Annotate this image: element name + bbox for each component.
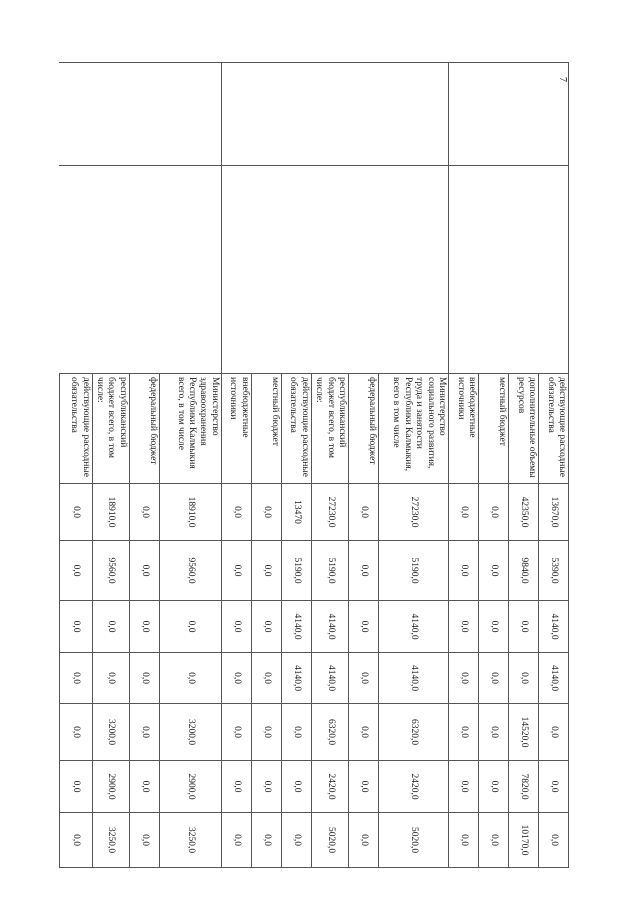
number-cell (479, 63, 509, 166)
value-cell: 7820,0 (509, 761, 539, 813)
value-cell: 0,0 (449, 761, 479, 813)
value-cell: 4140,0 (281, 601, 311, 653)
value-cell: 13670,0 (539, 484, 569, 541)
number-cell (159, 63, 221, 166)
table-row (479, 63, 509, 868)
value-cell: 0,0 (59, 653, 92, 704)
value-cell: 4140,0 (379, 601, 449, 653)
activity-cell (479, 166, 509, 374)
value-cell: 0,0 (449, 541, 479, 601)
value-cell: 0,0 (509, 601, 539, 653)
value-cell: 0,0 (129, 761, 159, 813)
table-row (349, 63, 379, 868)
number-cell (449, 63, 479, 166)
value-cell: 3250,0 (92, 813, 129, 868)
value-cell: 0,0 (281, 761, 311, 813)
activity-cell (449, 166, 479, 374)
value-cell: 0,0 (59, 601, 92, 653)
value-cell: 4140,0 (379, 653, 449, 704)
table-row (311, 63, 348, 868)
value-cell: 0,0 (159, 653, 221, 704)
value-cell: 27230,0 (379, 484, 449, 541)
value-cell: 0,0 (479, 601, 509, 653)
value-cell: 0,0 (59, 761, 92, 813)
number-cell (509, 63, 539, 166)
source-label: местный бюджет (251, 374, 281, 484)
value-cell: 0,0 (221, 704, 251, 761)
value-cell: 0,0 (539, 704, 569, 761)
value-cell: 10170,0 (509, 813, 539, 868)
source-label: республиканский бюджет всего, в том числе: (92, 374, 129, 484)
table-row (379, 63, 449, 868)
table-row (281, 63, 311, 868)
activity-cell (349, 166, 379, 374)
value-cell: 0,0 (349, 761, 379, 813)
table-row (129, 63, 159, 868)
value-cell: 0,0 (349, 541, 379, 601)
activity-cell (509, 166, 539, 374)
value-cell: 18910,0 (92, 484, 129, 541)
value-cell: 0,0 (349, 813, 379, 868)
value-cell: 0,0 (349, 601, 379, 653)
value-cell: 3200,0 (159, 704, 221, 761)
activity-cell (92, 166, 129, 374)
value-cell: 0,0 (449, 484, 479, 541)
value-cell: 0,0 (129, 601, 159, 653)
value-cell: 0,0 (281, 813, 311, 868)
value-cell: 0,0 (221, 601, 251, 653)
value-cell: 5190,0 (379, 541, 449, 601)
source-label: федеральный бюджет (129, 374, 159, 484)
number-cell (59, 63, 92, 166)
value-cell: 18910,0 (159, 484, 221, 541)
table-row (221, 63, 251, 868)
value-cell: 0,0 (449, 601, 479, 653)
value-cell: 3200,0 (92, 704, 129, 761)
value-cell: 0,0 (449, 813, 479, 868)
source-label: федеральный бюджет (349, 374, 379, 484)
table-row (92, 63, 129, 868)
number-cell (251, 63, 281, 166)
value-cell: 0,0 (129, 813, 159, 868)
value-cell: 42350,0 (509, 484, 539, 541)
number-cell (379, 63, 449, 166)
value-cell: 0,0 (349, 484, 379, 541)
value-cell: 0,0 (221, 761, 251, 813)
source-label: действующие расходные обязательства (539, 374, 569, 484)
number-cell (129, 63, 159, 166)
value-cell: 13470 (281, 484, 311, 541)
value-cell: 0,0 (129, 653, 159, 704)
activity-cell (281, 166, 311, 374)
value-cell: 0,0 (349, 704, 379, 761)
value-cell: 0,0 (539, 761, 569, 813)
value-cell: 0,0 (479, 484, 509, 541)
value-cell: 0,0 (59, 484, 92, 541)
source-label: Министерство здравоохранения Республики Калмыкия всего, в том числе (159, 374, 221, 484)
value-cell: 0,0 (449, 704, 479, 761)
value-cell: 0,0 (251, 704, 281, 761)
activity-cell (59, 166, 92, 374)
value-cell: 3250,0 (159, 813, 221, 868)
number-cell (311, 63, 348, 166)
value-cell: 0,0 (251, 813, 281, 868)
value-cell: 27230,0 (311, 484, 348, 541)
value-cell: 2420,0 (379, 761, 449, 813)
value-cell: 5190,0 (311, 541, 348, 601)
table-row (251, 63, 281, 868)
activity-cell (251, 166, 281, 374)
value-cell: 0,0 (159, 601, 221, 653)
value-cell: 6320,0 (379, 704, 449, 761)
value-cell: 9560,0 (159, 541, 221, 601)
value-cell: 4140,0 (281, 653, 311, 704)
table-row (539, 63, 569, 868)
value-cell: 4140,0 (311, 601, 348, 653)
value-cell: 0,0 (281, 704, 311, 761)
value-cell: 0,0 (449, 653, 479, 704)
value-cell: 6320,0 (311, 704, 348, 761)
value-cell: 0,0 (129, 541, 159, 601)
value-cell: 9840,0 (509, 541, 539, 601)
value-cell: 2900,0 (92, 761, 129, 813)
activity-cell (129, 166, 159, 374)
number-cell (92, 63, 129, 166)
table-row (449, 63, 479, 868)
value-cell: 5190,0 (281, 541, 311, 601)
value-cell: 4140,0 (539, 601, 569, 653)
value-cell: 0,0 (479, 761, 509, 813)
value-cell: 0,0 (59, 704, 92, 761)
value-cell: 0,0 (479, 653, 509, 704)
value-cell: 0,0 (92, 601, 129, 653)
value-cell: 0,0 (129, 484, 159, 541)
value-cell: 4140,0 (311, 653, 348, 704)
table-row (509, 63, 539, 868)
activity-cell (159, 166, 221, 374)
activity-cell (539, 166, 569, 374)
value-cell: 0,0 (59, 813, 92, 868)
activity-cell (221, 166, 251, 374)
value-cell: 0,0 (479, 541, 509, 601)
funding-table (59, 62, 569, 868)
number-cell (221, 63, 251, 166)
value-cell: 5020,0 (379, 813, 449, 868)
rotated-table-container (69, 62, 569, 867)
value-cell: 0,0 (251, 653, 281, 704)
value-cell: 0,0 (221, 484, 251, 541)
table-body (59, 63, 568, 868)
value-cell: 0,0 (92, 653, 129, 704)
value-cell: 0,0 (221, 653, 251, 704)
value-cell: 2420,0 (311, 761, 348, 813)
source-label: Министерство социального развития, труда и занятости Республики Калмыкия, всего в том числе (379, 374, 449, 484)
source-label: внебюджетные источники (449, 374, 479, 484)
value-cell: 0,0 (539, 813, 569, 868)
value-cell: 0,0 (59, 541, 92, 601)
activity-cell (311, 166, 348, 374)
table-row (59, 63, 92, 868)
value-cell: 0,0 (251, 761, 281, 813)
number-cell (349, 63, 379, 166)
value-cell: 0,0 (349, 653, 379, 704)
table-row (159, 63, 221, 868)
value-cell: 0,0 (251, 541, 281, 601)
source-label: дополнительные объемы ресурсов (509, 374, 539, 484)
page-number: 7 (557, 77, 568, 82)
value-cell: 4140,0 (539, 653, 569, 704)
number-cell (281, 63, 311, 166)
value-cell: 0,0 (509, 653, 539, 704)
value-cell: 0,0 (221, 813, 251, 868)
value-cell: 0,0 (479, 704, 509, 761)
value-cell: 0,0 (251, 601, 281, 653)
activity-cell (379, 166, 449, 374)
value-cell: 0,0 (221, 541, 251, 601)
source-label: действующие расходные обязательства (59, 374, 92, 484)
value-cell: 5020,0 (311, 813, 348, 868)
value-cell: 0,0 (479, 813, 509, 868)
value-cell: 0,0 (129, 704, 159, 761)
value-cell: 2900,0 (159, 761, 221, 813)
source-label: республиканский бюджет всего, в том числе: (311, 374, 348, 484)
source-label: внебюджетные источники (221, 374, 251, 484)
source-label: действующие расходные обязательства (281, 374, 311, 484)
value-cell: 5390,0 (539, 541, 569, 601)
value-cell: 9560,0 (92, 541, 129, 601)
source-label: местный бюджет (479, 374, 509, 484)
value-cell: 14520,0 (509, 704, 539, 761)
value-cell: 0,0 (251, 484, 281, 541)
